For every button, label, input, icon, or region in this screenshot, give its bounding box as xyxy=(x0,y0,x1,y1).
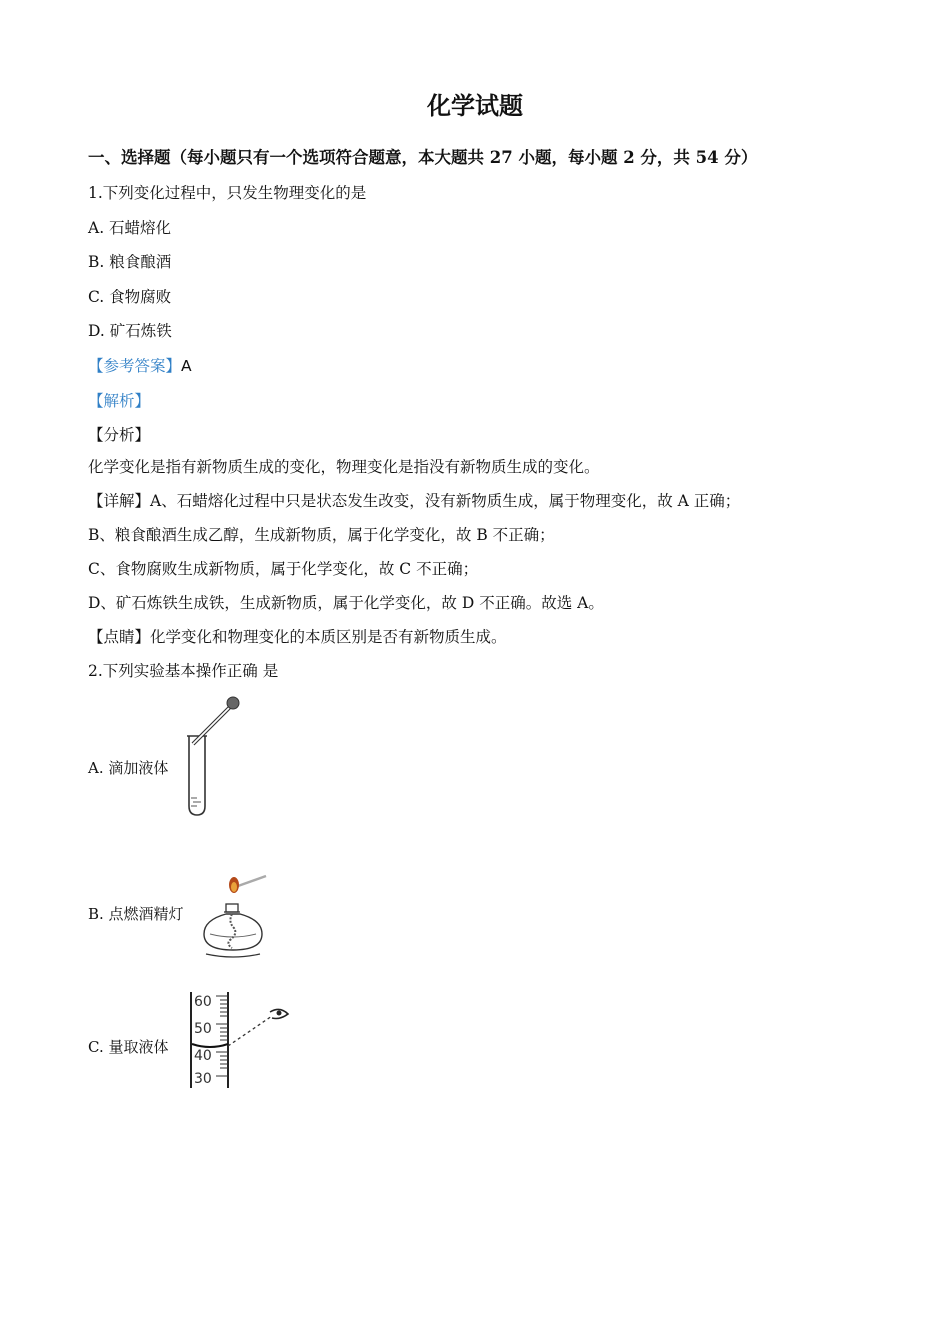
q1-option-d: D. 矿石炼铁 xyxy=(88,322,172,340)
tick-label-40: 40 xyxy=(194,1048,212,1064)
alcohol-lamp-match-icon xyxy=(196,870,270,960)
q1-option-b: B. 粮食酿酒 xyxy=(88,253,172,271)
graduated-cylinder-icon xyxy=(188,990,292,1092)
tick-label-50: 50 xyxy=(194,1021,212,1037)
section-heading: 一、选择题（每小题只有一个选项符合题意，本大题共 27 小题，每小题 2 分，共 54 分） xyxy=(88,148,758,167)
q1-answer xyxy=(88,356,192,376)
page-title: 化学试题 xyxy=(427,92,523,120)
analysis-label: 【解析】 xyxy=(88,392,151,410)
tick-label-60: 60 xyxy=(194,994,212,1010)
q2-stem: 2.下列实验基本操作正确 是 xyxy=(88,662,279,680)
detail-line-4: D、矿石炼铁生成铁，生成新物质，属于化学变化，故 D 不正确。故选 A。 xyxy=(88,594,604,612)
fenxi-label: 【分析】 xyxy=(88,426,151,444)
q2-option-a-label: A. 滴加液体 xyxy=(88,759,169,777)
q1-option-c: C. 食物腐败 xyxy=(88,288,172,306)
q1-option-a: A. 石蜡熔化 xyxy=(88,219,172,237)
tick-label-30: 30 xyxy=(194,1071,212,1087)
detail-line-2: B、粮食酿酒生成乙醇，生成新物质，属于化学变化，故 B 不正确； xyxy=(88,526,555,544)
answer-value: A xyxy=(181,357,192,375)
detail-line-1: 【详解】A、石蜡熔化过程中只是状态发生改变，没有新物质生成，属于物理变化，故 A 正确； xyxy=(88,492,741,510)
detail-line-3: C、食物腐败生成新物质，属于化学变化，故 C 不正确； xyxy=(88,560,479,578)
q2-option-c-label: C. 量取液体 xyxy=(88,1038,169,1056)
q2-option-b-label: B. 点燃酒精灯 xyxy=(88,905,184,923)
dropper-test-tube-icon xyxy=(183,694,245,818)
q1-stem: 1.下列变化过程中，只发生物理变化的是 xyxy=(88,184,367,202)
fenxi-text: 化学变化是指有新物质生成的变化，物理变化是指没有新物质生成的变化。 xyxy=(88,458,600,476)
tip-line: 【点睛】化学变化和物理变化的本质区别是否有新物质生成。 xyxy=(88,628,507,646)
answer-label: 【参考答案】 xyxy=(88,357,182,375)
